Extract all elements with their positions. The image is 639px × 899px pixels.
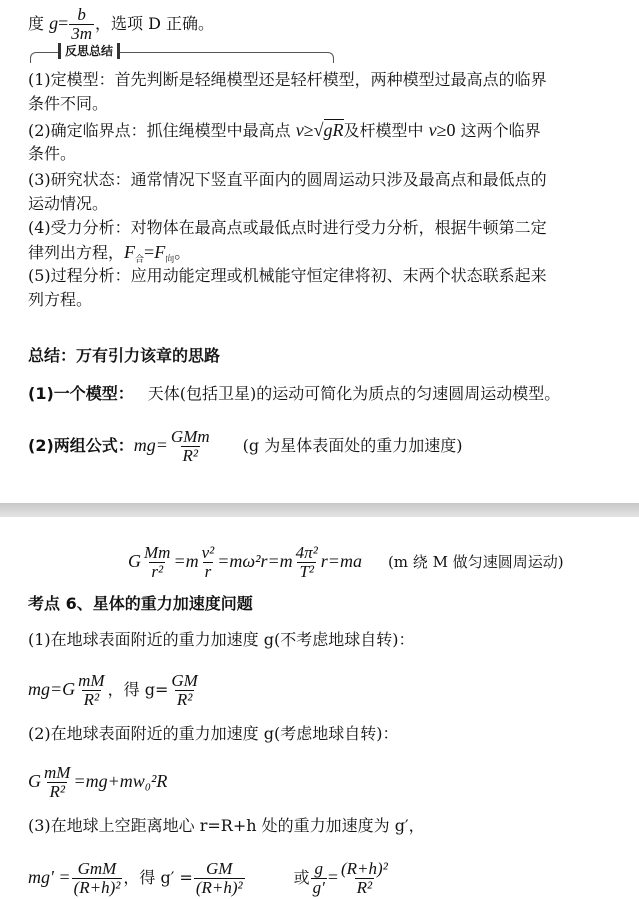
text: 总结：万有引力该章的思路 — [28, 346, 221, 365]
item-5 — [28, 266, 547, 286]
op: = — [144, 242, 155, 262]
label: (1)一个模型： — [28, 384, 134, 403]
eq: = — [58, 13, 69, 33]
item-2 — [28, 120, 541, 141]
section-heading — [28, 594, 253, 614]
text: (5)过程分析：应用动能定理或机械能守恒定律将初、末两个状态联系起来 — [28, 266, 547, 285]
num: GMm — [170, 427, 210, 446]
text: 列方程。 — [28, 290, 93, 309]
note: (m 绕 M 做匀速圆周运动) — [387, 553, 564, 571]
num: 4π² — [295, 543, 318, 562]
num: (R+h)² — [341, 859, 388, 878]
var: v — [428, 120, 437, 140]
den: r² — [151, 562, 164, 581]
den: R² — [83, 690, 100, 709]
item-3 — [28, 170, 547, 190]
item-1-cont — [28, 94, 108, 114]
text: 天体(包括卫星)的运动可简化为质点的匀速圆周运动模型。 — [147, 384, 561, 403]
text: (2)确定临界点：抓住绳模型中最高点 — [28, 121, 296, 140]
den: R² — [49, 782, 65, 801]
text: (3)研究状态：通常情况下竖直平面内的圆周运动只涉及最高点和最低点的 — [28, 170, 547, 189]
var: v — [295, 120, 304, 140]
fraction — [69, 6, 94, 43]
fraction — [72, 860, 123, 897]
num: Mm — [144, 543, 171, 562]
var: F — [154, 242, 166, 262]
formulas-line — [28, 428, 462, 465]
text: 。 — [174, 243, 191, 262]
q1-formula — [28, 672, 201, 709]
lhs: mg′ = — [28, 867, 71, 887]
fraction — [42, 764, 72, 801]
num: b — [77, 5, 86, 24]
sub: 向 — [165, 255, 175, 266]
or: 或 — [293, 868, 310, 887]
item-1 — [28, 70, 547, 90]
fraction — [194, 860, 245, 897]
op: ≥0 — [436, 120, 456, 140]
text: (1)定模型：首先判断是轻绳模型还是轻杆模型，两种模型过最高点的临界 — [28, 70, 547, 89]
den: 3m — [71, 24, 93, 43]
item-2-cont — [28, 144, 76, 164]
fraction — [169, 672, 199, 709]
q3-formula — [28, 860, 391, 897]
text: 度 — [28, 14, 50, 33]
rhs: =mg+mw₀²R — [73, 771, 168, 791]
section-tag-label: 反思总结 — [65, 44, 114, 58]
eq: = — [327, 867, 339, 887]
text: (4)受力分析：对物体在最高点或最低点时进行受力分析，根据牛顿第二定 — [28, 218, 547, 237]
sqrt: √gR — [313, 120, 344, 140]
den: r — [204, 562, 212, 581]
num: v² — [201, 543, 215, 562]
fraction — [169, 428, 212, 465]
var: g — [49, 13, 59, 33]
den: R² — [176, 690, 193, 709]
q3-text — [28, 816, 425, 836]
num: GmM — [77, 859, 117, 878]
den: R² — [182, 446, 199, 465]
text: (3)在地球上空距离地心 r=R+h 处的重力加速度为 g′， — [28, 816, 425, 835]
G: G — [28, 771, 41, 791]
text: 考点 6、星体的重力加速度问题 — [28, 594, 253, 613]
text: 这两个临界 — [455, 121, 541, 140]
q2-text — [28, 724, 398, 744]
den: g′ — [312, 878, 325, 897]
part: r=ma — [320, 551, 362, 571]
den: (R+h)² — [73, 878, 121, 897]
item-5-cont — [28, 290, 92, 310]
text: (1)在地球表面附近的重力加速度 g(不考虑地球自转)： — [28, 630, 415, 649]
text: 条件。 — [28, 144, 77, 163]
item-4 — [28, 218, 547, 238]
text: 条件不同。 — [28, 94, 109, 113]
fraction — [200, 544, 217, 581]
item-3-cont — [28, 194, 108, 214]
text: ，选项 D 正确。 — [95, 14, 215, 33]
den: R² — [356, 878, 373, 897]
num: mM — [44, 763, 71, 782]
note: (g 为星体表面处的重力加速度) — [242, 436, 463, 455]
lhs: mg=G — [28, 679, 76, 699]
text: 律列出方程， — [28, 243, 125, 262]
q2-formula — [28, 764, 167, 801]
text: 及杆模型中 — [343, 121, 429, 140]
fraction — [311, 860, 327, 897]
text: 运动情况。 — [28, 194, 109, 213]
mid: ，得 g= — [107, 680, 169, 699]
num: g — [314, 859, 323, 878]
sub: 合 — [135, 255, 145, 266]
num: GM — [206, 859, 233, 878]
den: (R+h)² — [195, 878, 243, 897]
mid: ，得 g′ = — [123, 868, 193, 887]
radicand: gR — [323, 120, 344, 140]
kepler-formula — [128, 544, 564, 581]
fraction — [142, 544, 172, 581]
summary-title — [28, 346, 220, 366]
den: T² — [299, 562, 315, 581]
G: G — [128, 551, 141, 571]
part: =mω²r=m — [217, 551, 293, 571]
section-tag — [58, 43, 120, 59]
intro-line — [28, 6, 214, 43]
page-break — [0, 503, 639, 517]
var: F — [124, 242, 136, 262]
num: GM — [171, 671, 198, 690]
lhs: mg= — [133, 435, 168, 455]
part: =m — [173, 551, 199, 571]
q1-text — [28, 630, 414, 650]
fraction — [339, 860, 390, 897]
label: (2)两组公式： — [28, 436, 134, 455]
num: mM — [78, 671, 105, 690]
fraction — [76, 672, 106, 709]
op: ≥ — [303, 120, 314, 140]
text: (2)在地球表面附近的重力加速度 g(考虑地球自转)： — [28, 724, 399, 743]
fraction — [294, 544, 320, 581]
model-line — [28, 384, 560, 404]
